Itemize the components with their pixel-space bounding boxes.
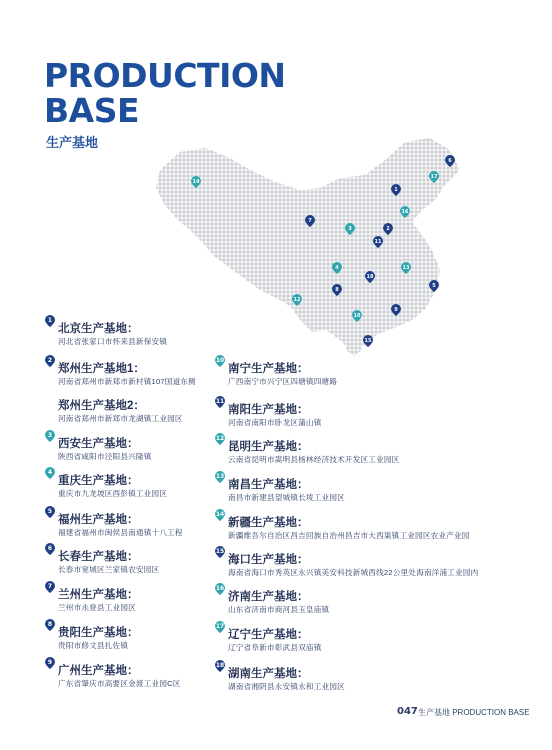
base-name: 海口生产基地： bbox=[228, 554, 309, 566]
page-subtitle: 生产基地 bbox=[46, 135, 99, 150]
map-pin-12[interactable] bbox=[292, 294, 302, 306]
map-pin-3[interactable] bbox=[345, 223, 355, 235]
base-name: 南宁生产基地： bbox=[228, 363, 309, 375]
map-pin-16[interactable] bbox=[400, 206, 410, 218]
base-name: 济南生产基地： bbox=[228, 591, 309, 603]
base-address: 新疆维吾尔自治区昌吉回族自治州昌吉市大西渠镇工业园区农业产业园 bbox=[228, 531, 470, 540]
base-name: 北京生产基地： bbox=[58, 323, 139, 335]
svg-text:4: 4 bbox=[47, 469, 53, 476]
base-name: 福州生产基地： bbox=[58, 514, 139, 526]
map-pin-7[interactable] bbox=[305, 215, 315, 227]
map-pin-10[interactable] bbox=[352, 310, 362, 322]
map-pin-9[interactable] bbox=[391, 304, 401, 316]
svg-text:14: 14 bbox=[215, 511, 225, 518]
base-name: 新疆生产基地： bbox=[228, 517, 309, 529]
base-address: 贵阳市修文县扎佐镇 bbox=[58, 641, 129, 650]
base-name: 辽宁生产基地： bbox=[228, 629, 309, 641]
svg-text:5: 5 bbox=[432, 283, 436, 289]
svg-text:10: 10 bbox=[353, 313, 361, 319]
map-pin-4[interactable] bbox=[332, 262, 342, 274]
svg-text:1: 1 bbox=[394, 187, 398, 193]
svg-text:6: 6 bbox=[47, 545, 53, 552]
badge-9 bbox=[45, 657, 55, 669]
base-entry-nanning bbox=[215, 357, 458, 387]
base-name: 湖南生产基地： bbox=[228, 668, 309, 680]
base-name: 南昌生产基地： bbox=[228, 479, 309, 491]
svg-text:3: 3 bbox=[47, 432, 53, 439]
svg-text:18: 18 bbox=[366, 274, 374, 280]
title-line-2: BASE bbox=[44, 91, 140, 130]
svg-text:16: 16 bbox=[215, 585, 225, 592]
badge-17 bbox=[215, 621, 225, 633]
base-address: 福建省福州市闽侯县南通镇十八工程 bbox=[58, 528, 183, 537]
page-number: 047 bbox=[397, 706, 418, 717]
svg-text:14: 14 bbox=[192, 179, 200, 185]
svg-text:8: 8 bbox=[47, 621, 53, 628]
svg-text:13: 13 bbox=[215, 473, 225, 480]
map-pin-8[interactable] bbox=[332, 284, 342, 296]
svg-text:2: 2 bbox=[47, 357, 53, 364]
base-name: 西安生产基地： bbox=[58, 438, 139, 450]
map-pin-6[interactable] bbox=[445, 155, 455, 167]
footer-section-label: 生产基地 PRODUCTION BASE bbox=[418, 708, 530, 717]
svg-text:12: 12 bbox=[215, 435, 225, 442]
base-address: 辽宁省阜新市彰武县双庙镇 bbox=[228, 643, 322, 652]
base-name: 广州生产基地： bbox=[58, 665, 139, 677]
badge-7 bbox=[45, 581, 55, 593]
svg-text:11: 11 bbox=[215, 398, 225, 405]
badge-14 bbox=[215, 509, 225, 521]
badge-3 bbox=[45, 430, 55, 442]
svg-text:13: 13 bbox=[402, 265, 410, 271]
map-pin-2[interactable] bbox=[383, 223, 393, 235]
base-address: 长春市宽城区兰家镇农安园区 bbox=[58, 565, 160, 574]
svg-text:9: 9 bbox=[47, 659, 53, 666]
badge-16 bbox=[215, 583, 225, 595]
svg-text:11: 11 bbox=[374, 239, 382, 245]
base-entry-jinan bbox=[215, 585, 458, 615]
base-address: 河南省南阳市卧龙区蒲山镇 bbox=[228, 418, 322, 427]
base-entry-nanyang bbox=[215, 398, 458, 428]
base-name: 长春生产基地： bbox=[58, 551, 139, 563]
map-pin-14[interactable] bbox=[191, 176, 201, 188]
svg-text:16: 16 bbox=[401, 209, 409, 215]
svg-text:7: 7 bbox=[47, 583, 53, 590]
badge-10 bbox=[215, 355, 225, 367]
badge-12 bbox=[215, 433, 225, 445]
base-entry-haikou bbox=[215, 548, 479, 578]
map-pin-17[interactable] bbox=[429, 171, 439, 183]
base-address: 河南省郑州市新郑市新村镇107国道东侧 bbox=[58, 377, 196, 386]
base-address: 重庆市九龙坡区西彭镇工业园区 bbox=[58, 489, 168, 498]
svg-text:12: 12 bbox=[293, 297, 301, 303]
map-pin-1[interactable] bbox=[391, 184, 401, 196]
base-address: 广西南宁市兴宁区四塘镇四塘路 bbox=[228, 377, 338, 386]
map-pin-15[interactable] bbox=[363, 335, 373, 347]
base-name: 兰州生产基地： bbox=[58, 589, 139, 601]
map-pin-11[interactable] bbox=[373, 236, 383, 248]
base-entry-hunan bbox=[215, 662, 458, 692]
svg-text:8: 8 bbox=[335, 287, 339, 293]
svg-text:17: 17 bbox=[215, 623, 225, 630]
base-entry-nanchang bbox=[215, 473, 458, 503]
badge-15 bbox=[215, 546, 225, 558]
base-address: 南昌市新建县望城镇长堎工业园区 bbox=[228, 493, 345, 502]
base-address: 山东省济南市商河县玉皇庙镇 bbox=[228, 605, 330, 614]
base-address: 海南省海口市秀英区永兴镇美安科技新城西线22公里处海南洋浦工业园内 bbox=[228, 568, 479, 577]
svg-text:2: 2 bbox=[386, 226, 390, 232]
map-pin-5[interactable] bbox=[429, 280, 439, 292]
svg-text:5: 5 bbox=[47, 508, 53, 515]
map-pin-18[interactable] bbox=[365, 271, 375, 283]
base-name: 贵阳生产基地： bbox=[58, 627, 139, 639]
base-name: 郑州生产基地2： bbox=[58, 400, 145, 412]
svg-text:17: 17 bbox=[430, 174, 438, 180]
page-title bbox=[44, 58, 286, 128]
base-name: 郑州生产基地1： bbox=[58, 363, 145, 375]
svg-text:4: 4 bbox=[335, 265, 339, 271]
badge-2 bbox=[45, 355, 55, 367]
badge-11 bbox=[215, 396, 225, 408]
base-name: 昆明生产基地： bbox=[228, 441, 309, 453]
base-address: 陕西省咸阳市泾阳县兴隆镇 bbox=[58, 452, 152, 461]
svg-text:10: 10 bbox=[215, 357, 225, 364]
svg-text:7: 7 bbox=[308, 218, 312, 224]
base-address: 河北省张家口市怀来县新保安镇 bbox=[58, 337, 168, 346]
base-name: 南阳生产基地： bbox=[228, 404, 309, 416]
svg-text:1: 1 bbox=[47, 317, 53, 324]
badge-4 bbox=[45, 467, 55, 479]
badge-8 bbox=[45, 619, 55, 631]
svg-text:3: 3 bbox=[348, 226, 352, 232]
base-entry-kunming bbox=[215, 435, 458, 465]
svg-text:18: 18 bbox=[215, 662, 225, 669]
title-line-1: PRODUCTION bbox=[44, 56, 286, 95]
svg-text:15: 15 bbox=[215, 548, 225, 555]
badge-13 bbox=[215, 471, 225, 483]
svg-text:6: 6 bbox=[448, 158, 452, 164]
svg-text:9: 9 bbox=[394, 307, 398, 313]
base-entry-beijing bbox=[47, 317, 288, 347]
base-address: 云南省昆明市嵩明县杨林经济技术开发区工业园区 bbox=[228, 455, 400, 464]
base-entry-xinjiang bbox=[215, 511, 470, 541]
base-address: 湖南省湘阴县永安镇永和工业园区 bbox=[228, 682, 345, 691]
map-pin-13[interactable] bbox=[401, 262, 411, 274]
badge-1 bbox=[45, 315, 55, 327]
badge-5 bbox=[45, 506, 55, 518]
svg-text:15: 15 bbox=[364, 338, 372, 344]
map-landmass bbox=[156, 138, 460, 350]
base-name: 重庆生产基地： bbox=[58, 475, 139, 487]
badge-6 bbox=[45, 543, 55, 555]
base-address: 河南省郑州市新郑市龙湖镇工业园区 bbox=[58, 414, 183, 423]
base-entry-liaoning bbox=[215, 623, 458, 653]
base-address: 广东省肇庆市高要区金渡工业园C区 bbox=[58, 679, 181, 688]
base-address: 兰州市永登县工业园区 bbox=[58, 603, 136, 612]
badge-18 bbox=[215, 660, 225, 672]
